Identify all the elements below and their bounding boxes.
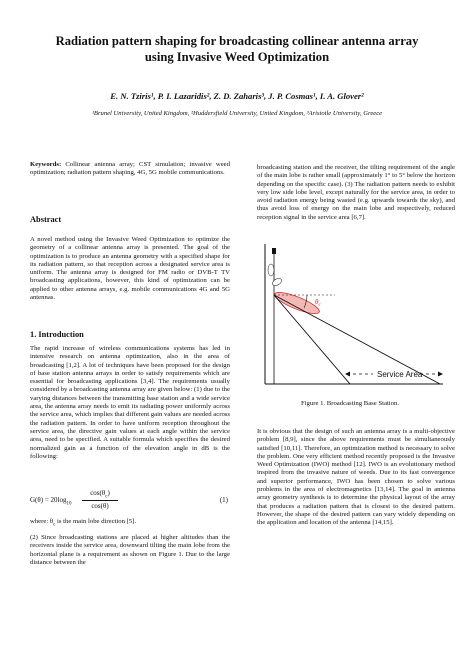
service-area-label: Service Area [377,370,423,379]
keywords-text: Collinear antenna array; CST simulation; invasive weed optimization; radiation pattern shaping, 4G, 5G mobile communications. [30,161,230,177]
theta-label: $\theta_c$ [315,298,321,308]
service-area-arrowhead-left [345,372,350,377]
title-line-1: Radiation pattern shaping for broadcasting collinear antenna array [55,34,419,48]
equation-1 [30,489,230,513]
equation-number: (1) [219,496,228,504]
right-column-top-text: broadcasting station and the receiver, the tilting requirement of the angle of the main lobe is rather small (approximately 1° to 5° below the horizon depending on the specific case). (3) The radiation pattern needs to exhibit very low side lobe level, except naturally for the service area, in order to avoid radiation energy being wasted (e.g. upwards towards the sky), and thus avoid loss of energy on the main lobe and respectively, reduced reception signal in the service area [6,7]. [257,164,455,221]
equation-numerator: $\cos(\theta_c)$ [82,489,118,501]
side-lobe-small [268,264,274,276]
keywords-label: Keywords: [30,161,62,168]
service-area-arrowhead-right [438,372,443,377]
equation-lhs: $G(\theta) = 20\log_{10}$ [30,496,72,507]
authors: E. N. Tziris¹, P. I. Lazaridis², Z. D. Zaharis³, J. P. Cosmas¹, I. A. Glover² [110,91,364,101]
title-line-2: using Invasive Weed Optimization [144,50,330,64]
figure-caption: Figure 1. Broadcasting Base Station. [300,400,400,407]
equation-fraction [82,489,118,510]
where-text: where: $\theta_c$ is the main lobe direction [5]. [30,518,137,528]
intro-text: The rapid increase of wireless communications systems has led in intensive research on antenna optimization, also in the area of broadcasting [1,2]. A lot of techniques have been proposed for the design of base station antenna arrays in order to satisfy requirements which are essential for broadcasting applications [3,4]. The requirements usually considered by a broadcasting antenna array are given below: (1) due to the varying distances between the transmitting base station and a wide service area, the antenna array needs to emit its radiating power uniformly across the service area, which implies that different gain values are needed across the radiation pattern. In order to have uniform reception throughout the service area, the directive gain values at each angle within the service area, need to be specified. A suitable formula which specifies the desired normalized gain as a function of the elevation angle in dB is the following: [30,345,230,460]
intro-heading: 1. Introduction [30,330,84,339]
side-lobe-upper [271,277,283,287]
figure-broadcasting-station [255,244,445,392]
antenna-top [272,248,276,254]
abstract-text: A novel method using the Invasive Weed Optimization to optimize the geometry of a collinear antenna array is presented. The goal of the optimization is to produce an antenna geometry with a specified shape for its radiation pattern, so that reception across a designated service area is uniform. The antenna array is designed for FM radio or DVB-T TV broadcasting applications, however, this kind of optimization can be applied to other antenna arrays, e.g. mobile communications 4G and 5G antennas. [30,236,230,302]
right-column-bottom-text: It is obvious that the design of such an antenna array is a multi-objective problem [8,9], since the above requirements must be simultaneously satisfied [10,11]. Therefore, an optimization method is necessary to solve the problem. One very efficient method recently proposed is the Invasive Weed Optimization (IWO) method [12]. IWO is an evolutionary method inspired from the invasive nature of weeds. Due to its fast convergence and superior performance, IWO has been chosen to solve various problems in the area of electromagnetics [13,14]. The goal in antenna array geometry synthesis is to determine the physical layout of the array that produces a radiation pattern that is closest to the desired pattern. However, the shape of the desired pattern can vary widely depending on the application and location of the antenna [14,15]. [257,428,455,527]
requirement-2-text: (2) Since broadcasting stations are placed at higher altitudes than the receivers inside the service area, downward tilting the main lobe from the horizontal plane is a requirement as shown on Figure 1. Due to the large distance between the [30,534,230,566]
keywords [30,161,230,178]
abstract-heading: Abstract [30,215,62,224]
affiliations: ¹Brunel University, United Kingdom, ²Huddersfield University, United Kingdom, ³Aristotle University, Greece [91,110,383,117]
paper-title [20,33,454,65]
equation-denominator: cos(θ) [91,502,109,511]
